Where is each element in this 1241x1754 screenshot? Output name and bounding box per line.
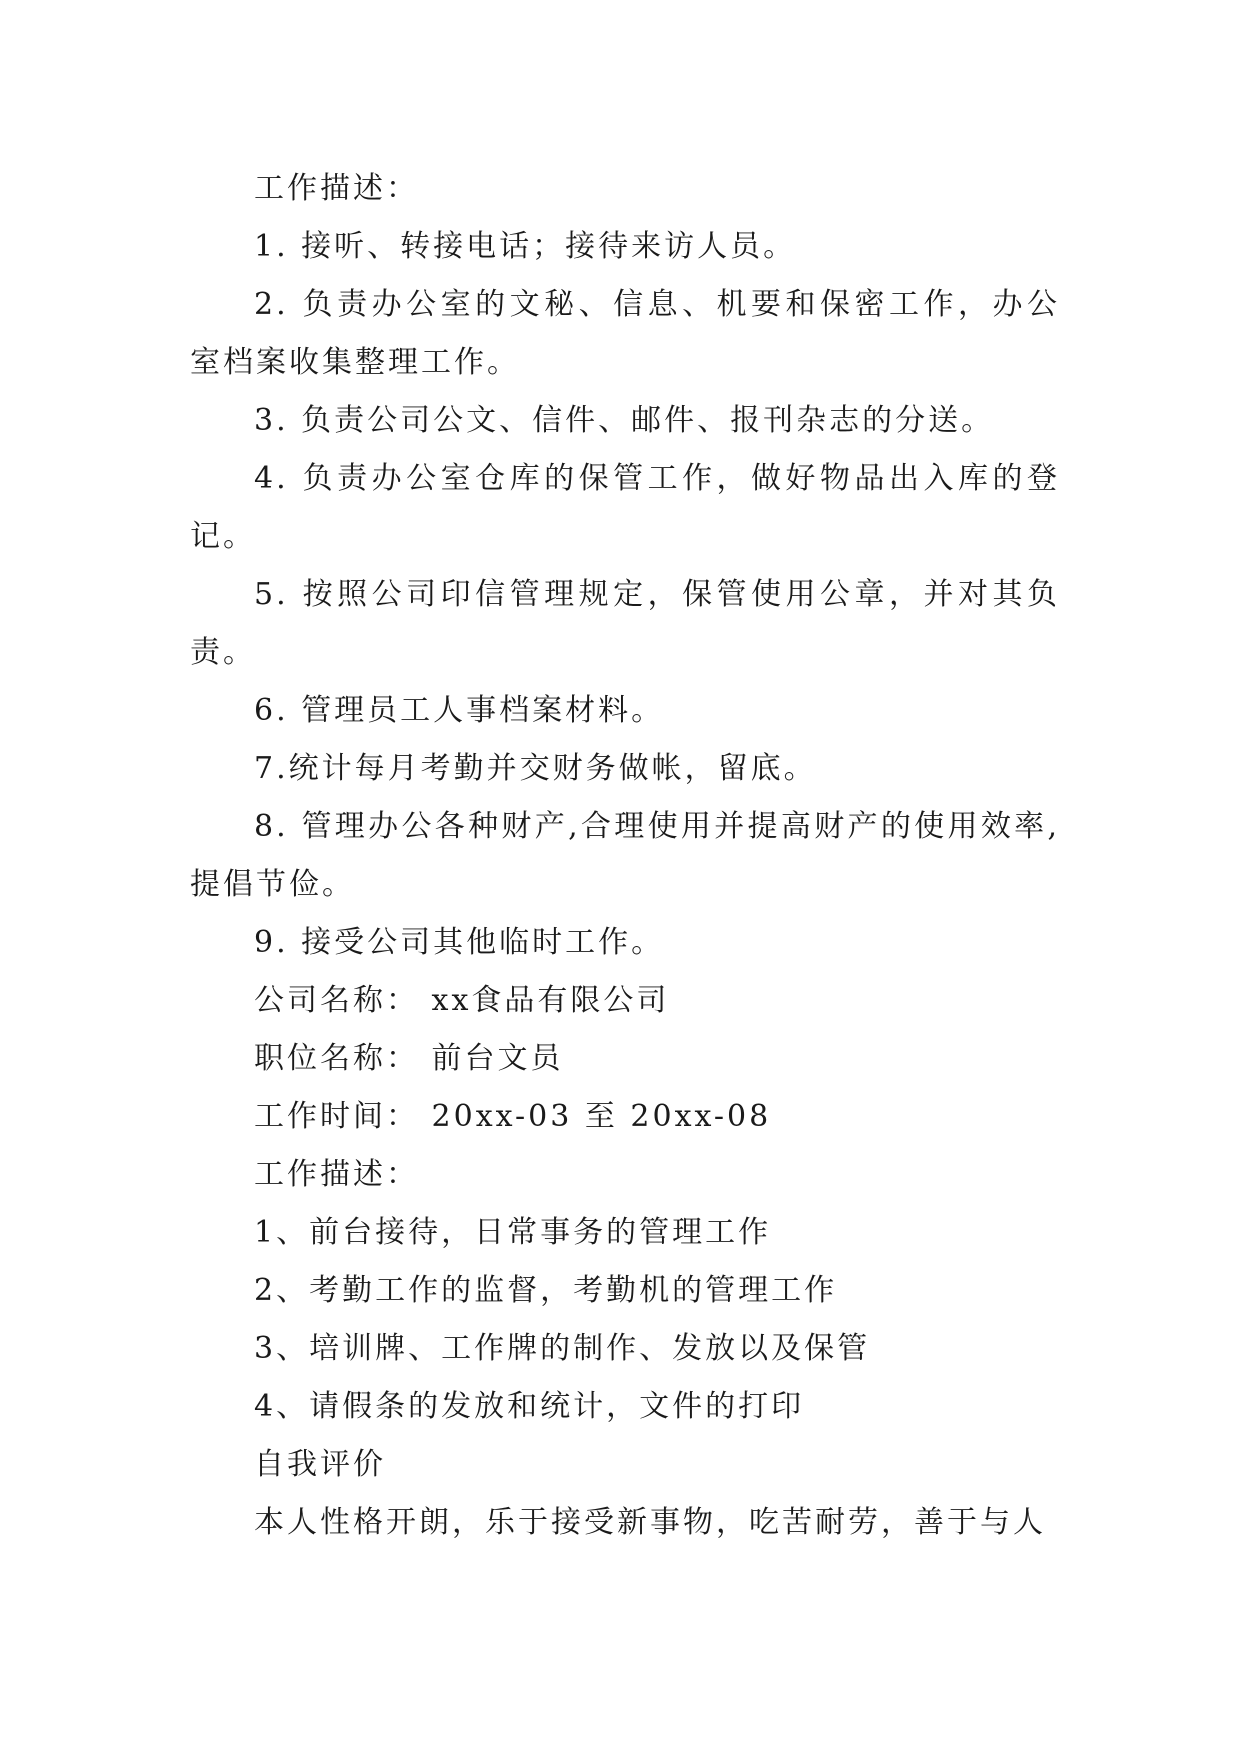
section-heading-self-evaluation: 自我评价 — [254, 1447, 386, 1482]
duty-item-6: 6. 管理员工人事档案材料。 — [254, 693, 665, 728]
duty-item-2: 2. 负责办公室的文秘、信息、机要和保密工作，办公室档案收集整理工作。 — [190, 287, 1060, 380]
section-heading-job-description-2: 工作描述： — [254, 1157, 419, 1192]
section-heading-job-description: 工作描述： — [254, 171, 419, 206]
work-period-line: 工作时间： 20xx-03 至 20xx-08 — [254, 1099, 772, 1134]
task-item-3: 3、培训牌、工作牌的制作、发放以及保管 — [254, 1331, 871, 1366]
duty-item-1: 1. 接听、转接电话；接待来访人员。 — [254, 229, 797, 264]
duty-item-4: 4. 负责办公室仓库的保管工作，做好物品出入库的登记。 — [190, 461, 1060, 554]
position-name-line: 职位名称： 前台文员 — [254, 1041, 564, 1076]
document-body — [190, 160, 1060, 1552]
task-item-2: 2、考勤工作的监督，考勤机的管理工作 — [254, 1273, 838, 1308]
duty-item-7: 7.统计每月考勤并交财务做帐，留底。 — [254, 751, 817, 786]
duty-item-5: 5. 按照公司印信管理规定，保管使用公章，并对其负责。 — [190, 577, 1060, 670]
company-name-line: 公司名称： xx食品有限公司 — [254, 983, 670, 1018]
task-item-4: 4、请假条的发放和统计，文件的打印 — [254, 1389, 805, 1424]
self-evaluation-text: 本人性格开朗，乐于接受新事物，吃苦耐劳，善于与人 — [254, 1505, 1046, 1540]
duty-item-8: 8. 管理办公各种财产,合理使用并提高财产的使用效率,提倡节俭。 — [190, 809, 1060, 902]
duty-item-9: 9. 接受公司其他临时工作。 — [254, 925, 665, 960]
duty-item-3: 3. 负责公司公文、信件、邮件、报刊杂志的分送。 — [254, 403, 995, 438]
task-item-1: 1、前台接待，日常事务的管理工作 — [254, 1215, 772, 1250]
